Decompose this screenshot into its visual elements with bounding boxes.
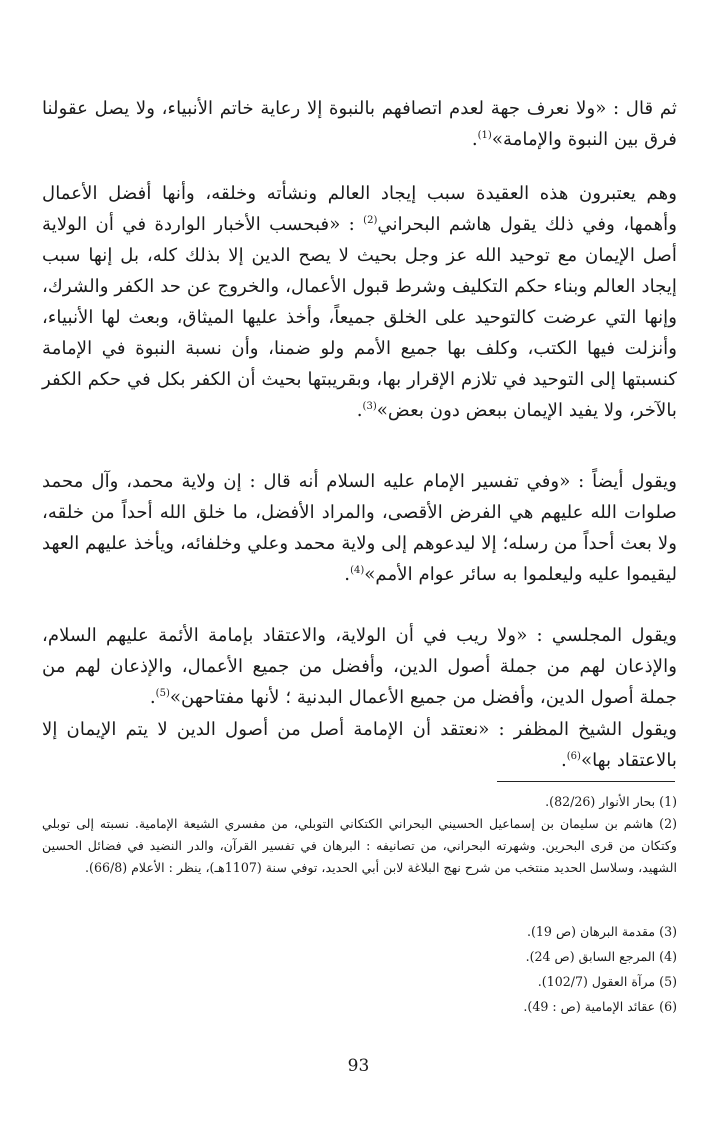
paragraph-2: وهم يعتبرون هذه العقيدة سبب إيجاد العالم ونشأته وخلقه، وأنها أفضل الأعمال وأهمها، وفي ذلك يقول هاشم البحراني$^{(2)}$ : «فبحسب الأخبار الواردة في أن الولاية أصل الإيمان مع توحيد الله عز وجل بحيث لا يصح الدين إلا بذلك كله، بل إنها سبب إيجاد العالم وبناء حكم التكليف وشرط قبول الأعمال، والخروج عن حد الكفر والشرك، وإنها التي عرضت كالتوحيد على الخلق جميعاً، وأخذ عليها الميثاق، وبعث لها الأنبياء، وأنزلت فيها الكتب، وكلف بها جميع الأمم ولو ضمنا، وأن نسبة النبوة في الإمامة كنسبتها إلى التوحيد في تلازم الإقرار بها، وبقريبتها بحيث أن الكفر بكل في حكم الكفر بالآخر، ولا يفيد الإيمان ببعض دون بعض»$^{(3)}$. (42, 183, 677, 421)
footnote-5: (5) مرآة العقول (102/7). (537, 974, 677, 989)
paragraph-3: ويقول أيضاً : «وفي تفسير الإمام عليه السلام أنه قال : إن ولاية محمد، وآل محمد صلوات الله عليهم هي الفرض الأقصى، والمراد الأفضل، ما خلق الله أحداً من خلقه، ولا بعث أحداً من رسله؛ إلا ليدعوهم إلى ولاية محمد وعلي وخلفائه، ويأخذ عليهم العهد ليقيموا عليه وليعلموا به سائر عوام الأمم»$^{(4)}$. (42, 471, 677, 585)
footnote-ref-6: (6) (566, 750, 581, 762)
paragraph-1: ثم قال : «ولا نعرف جهة لعدم اتصافهم بالنبوة إلا رعاية خاتم الأنبياء، ولا يصل عقولنا فرق بين النبوة والإمامة»$^{(1)}$. (42, 98, 677, 150)
footnote-ref-2: (2) (363, 214, 378, 226)
paragraph-5: ويقول الشيخ المظفر : «نعتقد أن الإمامة أصل من أصول الدين لا يتم الإيمان إلا بالاعتقاد بها»$^{(6)}$. (42, 719, 677, 771)
footnote-ref-5: (5) (155, 687, 170, 699)
footnote-ref-1: (1) (477, 129, 492, 141)
footnote-separator (497, 781, 675, 782)
page-number: 93 (347, 1056, 370, 1076)
footnote-1: (1) بحار الأنوار (82/26). (545, 794, 677, 809)
footnote-6: (6) عقائد الإمامية (ص : 49). (523, 999, 677, 1014)
footnote-ref-4: (4) (350, 564, 365, 576)
footnote-2: (2) هاشم بن سليمان بن إسماعيل الحسيني البحراني الكتكاني التوبلي، من مفسري الشيعة الإمامية. نسبته إلى توبلي وكتكان من قرى البحرين. وشهرته البحراني، من تصانيفه : البرهان في تفسير القرآن، والدر النضيد في فضائل الحسين الشهيد، وسلاسل الحديد منتخب من شرح نهج البلاغة لابن أبي الحديد، توفي سنة (1107هـ)، ينظر : الأعلام (66/8). (42, 816, 677, 875)
footnote-ref-3: (3) (362, 400, 377, 412)
footnote-3: (3) مقدمة البرهان (ص 19). (527, 924, 677, 939)
paragraph-4: ويقول المجلسي : «ولا ريب في أن الولاية، والاعتقاد بإمامة الأئمة عليهم السلام، والإذعان لهم من جملة أصول الدين، وأفضل من جميع الأعمال، والإذعان لهم من جملة أصول الدين، وأفضل من جميع الأعمال البدنية ؛ لأنها مفتاحهن»$^{(5)}$. (42, 625, 677, 708)
footnote-4: (4) المرجع السابق (ص 24). (525, 949, 677, 964)
